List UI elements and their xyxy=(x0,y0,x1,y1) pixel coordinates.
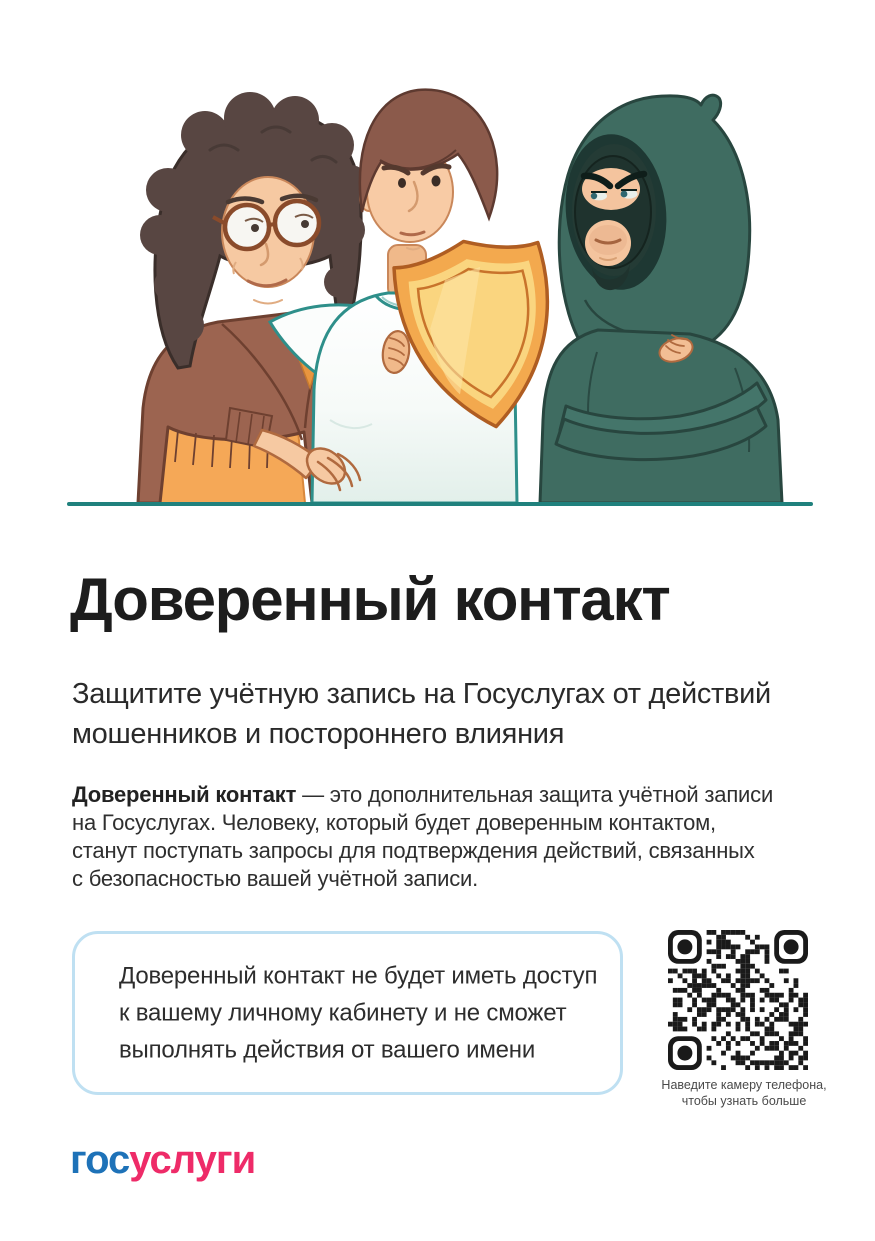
body-lead-bold: Доверенный контакт xyxy=(72,782,297,807)
gosuslugi-logo xyxy=(70,1140,255,1180)
body-line: с безопасностью вашей учётной записи. xyxy=(72,866,479,891)
body-line: станут поступать запросы для подтверждения действий, связанных xyxy=(72,838,755,863)
hero-illustration xyxy=(0,0,875,503)
body-line: Доверенный контакт — это дополнительная защита учётной записи xyxy=(72,782,774,807)
info-box-line: Доверенный контакт не будет иметь доступ xyxy=(119,962,598,990)
divider-line xyxy=(67,502,813,506)
subtitle xyxy=(72,674,771,754)
info-box-line: к вашему личному кабинету и не сможет xyxy=(119,999,567,1027)
subtitle-line: мошенников и постороннего влияния xyxy=(72,718,565,750)
man-head xyxy=(360,90,497,250)
info-box-line: выполнять действия от вашего имени xyxy=(119,1036,536,1064)
page-title: Доверенный контакт xyxy=(70,566,670,633)
qr-code xyxy=(668,930,808,1070)
info-box xyxy=(72,931,623,1095)
body-line: на Госуслугах. Человеку, который будет доверенным контактом, xyxy=(72,810,716,835)
qr-block xyxy=(661,930,828,1108)
qr-caption: Наведите камеру телефона, чтобы узнать больше xyxy=(661,1078,827,1108)
body-paragraph xyxy=(72,781,773,893)
info-box-text xyxy=(119,958,597,1069)
logo-part-uslugi: услуги xyxy=(129,1138,256,1182)
subtitle-line: Защитите учётную запись на Госуслугах от действий xyxy=(72,678,771,710)
scammer-figure xyxy=(540,95,782,503)
logo-part-gos: гос xyxy=(70,1138,130,1182)
